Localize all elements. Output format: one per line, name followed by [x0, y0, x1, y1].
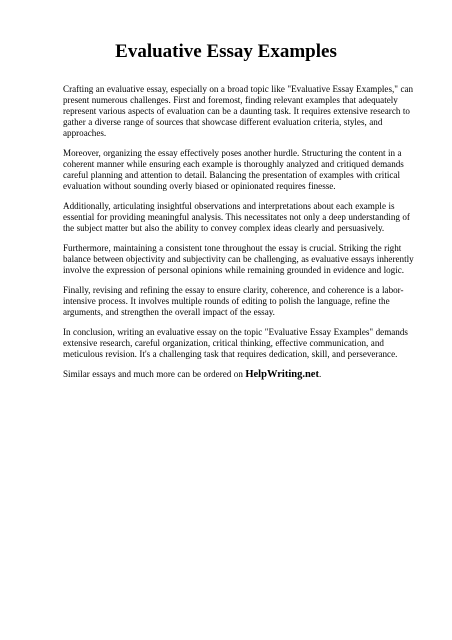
page-title: Evaluative Essay Examples [115, 41, 337, 62]
document-body [63, 84, 419, 389]
paragraph-4: Furthermore, maintaining a consistent tone throughout the essay is crucial. Striking the right balance between objectivity and subjectivity can be challenging, as evaluative essays inherently involve the expression of personal opinions while remaining grounded in evidence and logic. [63, 243, 414, 275]
paragraph-6: In conclusion, writing an evaluative essay on the topic "Evaluative Essay Examples" demands extensive research, careful organization, critical thinking, effective communication, and meticulous revision. It's a challenging task that requires dedication, skill, and perseverance. [63, 327, 408, 359]
paragraph-2: Moreover, organizing the essay effectively poses another hurdle. Structuring the content in a coherent manner while ensuring each example is thoroughly analyzed and critiqued demands careful planning and attention to detail. Balancing the presentation of examples with critical evaluation without sounding overly biased or opinionated requires finesse. [63, 148, 404, 191]
closing-prefix: Similar essays and much more can be ordered on [63, 369, 246, 379]
closing-suffix: . [318, 369, 322, 379]
closing-paragraph [63, 369, 419, 380]
paragraph-3: Additionally, articulating insightful observations and interpretations about each example is essential for providing meaningful analysis. This necessitates not only a deep understanding of the subject matter but also the ability to convey complex ideas clearly and persuasively. [63, 201, 410, 233]
paragraph-5: Finally, revising and refining the essay to ensure clarity, coherence, and coherence is a labor-intensive process. It involves multiple rounds of editing to polish the language, refine the arguments, and strengthen the overall impact of the essay. [63, 285, 404, 317]
paragraph-1: Crafting an evaluative essay, especially on a broad topic like "Evaluative Essay Examples," can present numerous challenges. First and foremost, finding relevant examples that adequately represent various aspects of evaluation can be a daunting task. It requires extensive research to gather a diverse range of sources that showcase different evaluation criteria, styles, and approaches. [63, 84, 414, 138]
helpwriting-link[interactable]: HelpWriting.net [245, 369, 319, 380]
